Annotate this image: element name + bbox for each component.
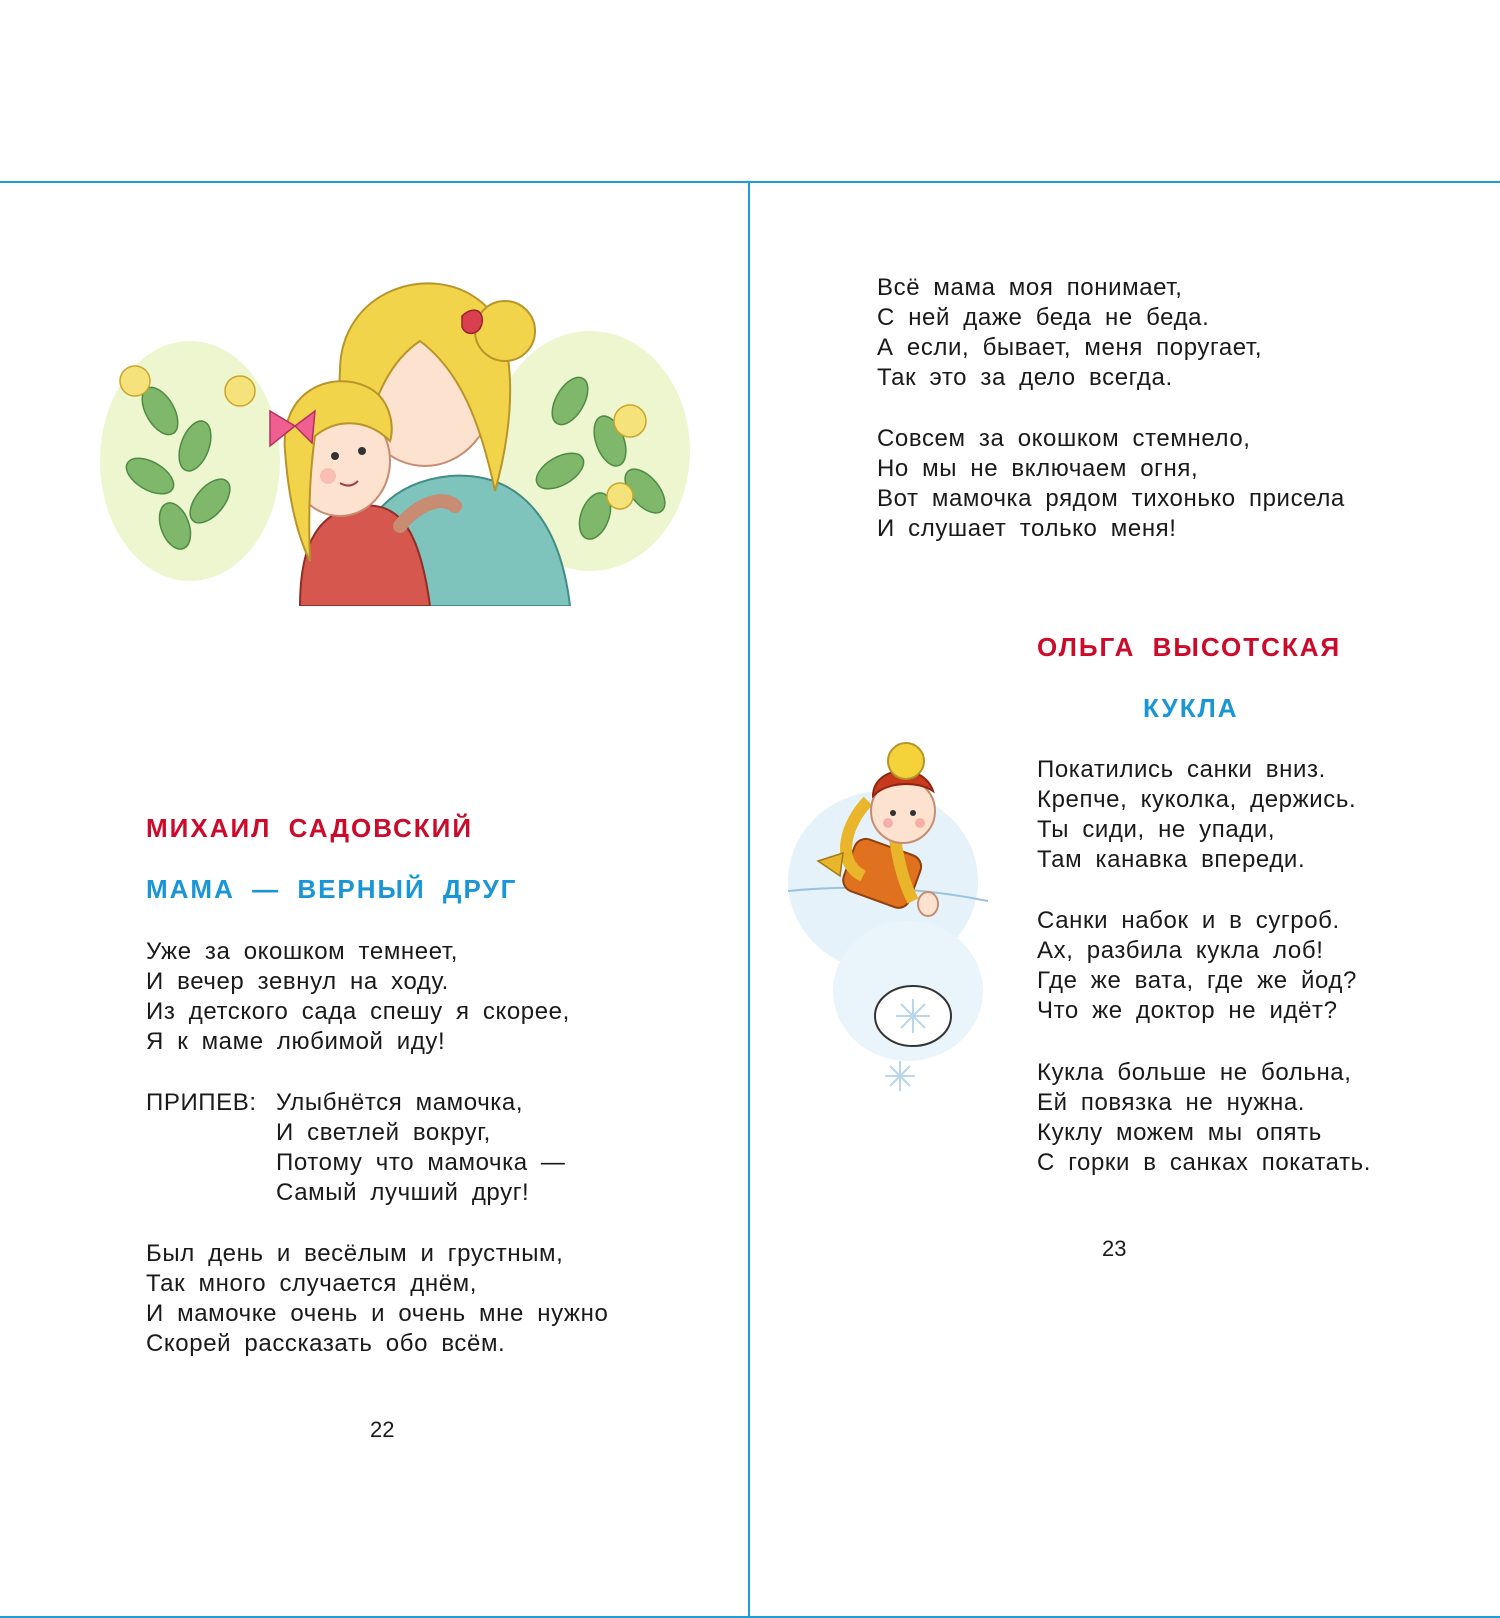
- verse-line: Ты сиди, не упади,: [1037, 816, 1276, 843]
- verse-line: Улыбнётся мамочка,: [276, 1089, 524, 1116]
- poem-title: МАМА — ВЕРНЫЙ ДРУГ: [146, 874, 518, 904]
- stanza: [877, 424, 1345, 544]
- verse-line: И слушает только меня!: [877, 515, 1177, 542]
- refrain: [276, 1088, 566, 1208]
- verse-line: А если, бывает, меня поругает,: [877, 334, 1263, 361]
- mother-daughter-illustration: [100, 261, 690, 606]
- verse-line: Покатились санки вниз.: [1037, 756, 1326, 783]
- right-page: [750, 181, 1500, 1618]
- verse-line: Всё мама моя понимает,: [877, 274, 1183, 301]
- stanza: [146, 937, 570, 1057]
- left-page: [0, 181, 748, 1618]
- verse-line: И светлей вокруг,: [276, 1119, 491, 1146]
- page-number: 23: [1102, 1236, 1127, 1261]
- verse-line: Куклу можем мы опять: [1037, 1119, 1322, 1146]
- author-name: ОЛЬГА ВЫСОТСКАЯ: [1037, 632, 1342, 662]
- verse-line: Из детского сада спешу я скорее,: [146, 998, 570, 1025]
- verse-line: Где же вата, где же йод?: [1037, 967, 1357, 994]
- verse-line: Ах, разбила кукла лоб!: [1037, 937, 1324, 964]
- verse-line: Был день и весёлым и грустным,: [146, 1240, 564, 1267]
- verse-line: Уже за окошком темнеет,: [146, 938, 459, 965]
- verse-line: Я к маме любимой иду!: [146, 1028, 446, 1055]
- stanza: [1037, 906, 1357, 1026]
- verse-line: И мамочке очень и очень мне нужно: [146, 1300, 609, 1327]
- verse-line: Что же доктор не идёт?: [1037, 997, 1338, 1024]
- stanza: [1037, 1058, 1371, 1178]
- author-name: МИХАИЛ САДОВСКИЙ: [146, 813, 474, 843]
- verse-line: С горки в санках покатать.: [1037, 1149, 1372, 1176]
- verse-line: Совсем за окошком стемнело,: [877, 425, 1251, 452]
- verse-line: Крепче, куколка, держись.: [1037, 786, 1357, 813]
- verse-line: Скорей рассказать обо всём.: [146, 1330, 506, 1357]
- stanza: [1037, 755, 1356, 875]
- verse-line: Так это за дело всегда.: [877, 364, 1173, 391]
- stanza: [877, 273, 1262, 393]
- poem-title: КУКЛА: [1143, 693, 1239, 723]
- verse-line: Ей повязка не нужна.: [1037, 1089, 1306, 1116]
- refrain-label: ПРИПЕВ:: [146, 1089, 257, 1116]
- stanza: [146, 1239, 608, 1359]
- verse-line: Санки набок и в сугроб.: [1037, 907, 1340, 934]
- page-number: 22: [370, 1417, 395, 1442]
- verse-line: Там канавка впереди.: [1037, 846, 1306, 873]
- verse-line: Так много случается днём,: [146, 1270, 478, 1297]
- verse-line: Самый лучший друг!: [276, 1179, 530, 1206]
- verse-line: Вот мамочка рядом тихонько присела: [877, 485, 1345, 512]
- verse-line: С ней даже беда не беда.: [877, 304, 1210, 331]
- verse-line: И вечер зевнул на ходу.: [146, 968, 449, 995]
- verse-line: Потому что мамочка —: [276, 1149, 566, 1176]
- verse-line: Но мы не включаем огня,: [877, 455, 1199, 482]
- doll-on-sled-illustration: [788, 741, 988, 1101]
- verse-line: Кукла больше не больна,: [1037, 1059, 1352, 1086]
